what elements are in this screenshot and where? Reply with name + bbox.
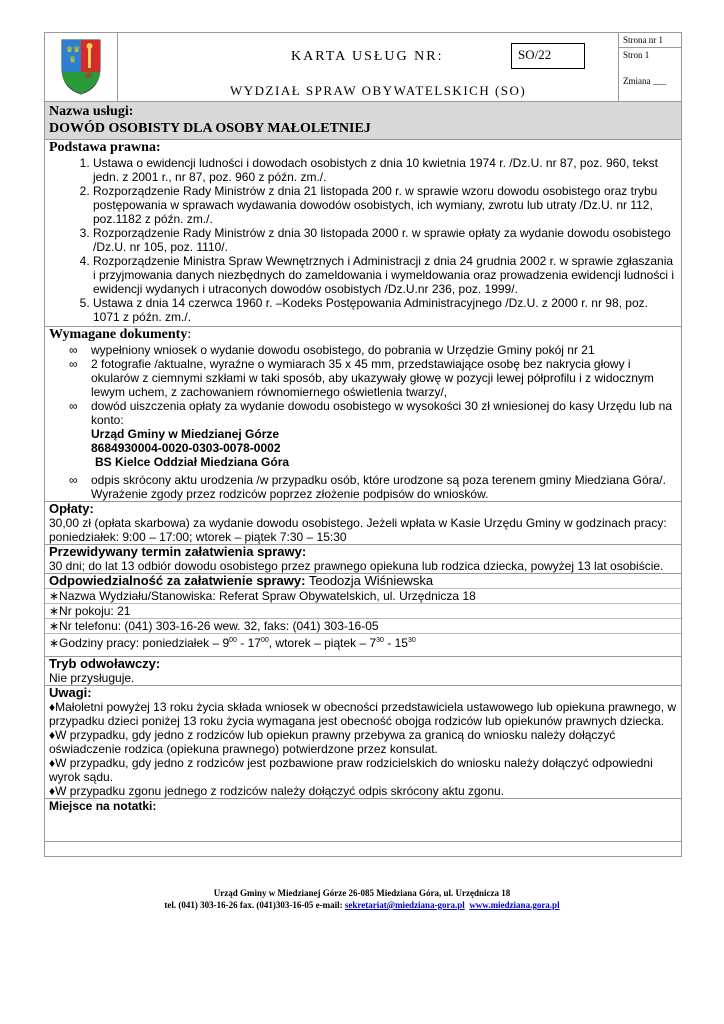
- department-line: ∗Nazwa Wydziału/Stanowiska: Referat Spraw Obywatelskich, ul. Urzędnicza 18: [45, 588, 681, 603]
- fees-text: 30,00 zł (opłata skarbowa) za wydanie dowodu osobistego. Jeżeli wpłata w Kasie Urzędu Gminy w godzinach pracy: poniedziałek: 9:00 – 17:00; wtorek – piątek 7:30 – 15:30: [49, 516, 667, 544]
- service-label: Nazwa usługi:: [49, 104, 134, 119]
- page-number: Strona nr 1: [619, 33, 681, 48]
- account-number: 8684930004-0020-0303-0078-0002: [91, 441, 281, 455]
- document-item-text: 2 fotografie /aktualne, wyraźne o wymiarach 35 x 45 mm, przedstawiające osobę bez nakrycia głowy i okularów z ciemnymi szkłami w taki sposób, aby ukazywały głowę w pozycji lewej półprofilu i z widocznym lewym uchem, z zachowaniem równomiernego oświetlenia twarzy/,: [91, 357, 654, 399]
- document-item-text: wypełniony wniosek o wydanie dowodu osobistego, do pobrania w Urzędzie Gminy pokój nr 21: [91, 343, 595, 357]
- documents-section: [45, 327, 681, 502]
- legal-item: 2. Rozporządzenie Rady Ministrów z dnia 21 listopada 200 r. w sprawie wzoru dowodu osobistego oraz trybu postępowania w sprawach wydawania dowodów osobistych, ich wymiany, zwrotu lub utraty /Dz.U. nr 112, poz.1182 z późn. zm./.: [93, 184, 675, 226]
- document-item: [69, 357, 677, 399]
- appeal-section: [45, 657, 681, 686]
- legal-item: 1. Ustawa o ewidencji ludności i dowodach osobistych z dnia 10 kwietnia 1974 r. /Dz.U. nr 87, poz. 960, tekst jedn. z 2001 r., nr 87, poz. 960 z późn. zm./.: [93, 156, 675, 184]
- fees-heading: Opłaty:: [49, 501, 94, 516]
- notes-section: [45, 686, 681, 799]
- infinity-bullet-icon: ∞: [69, 399, 78, 413]
- note-item: ♦Małoletni powyżej 13 roku życia składa wniosek w obecności przedstawiciela ustawowego lub opiekuna prawnego, w przypadku dzieci poniżej 13 roku życia wymagana jest obecność obojga rodziców lub opiekunów prawnych dziecka.: [49, 700, 677, 728]
- legal-basis-heading: Podstawa prawna:: [49, 140, 161, 155]
- document-item: [69, 473, 677, 501]
- page-count: Stron 1: [623, 50, 650, 60]
- responsibility-heading: Odpowiedzialność za załatwienie sprawy:: [49, 573, 306, 588]
- note-item: ♦W przypadku zgonu jednego z rodziców należy dołączyć odpis skrócony aktu zgonu.: [49, 784, 505, 798]
- document-item-text: odpis skrócony aktu urodzenia /w przypadku osób, które urodzone są poza terenem gminy Miedziana Góra/. Wyrażenie zgody przez rodziców poprzez złożenie podpisów do wniosków.: [91, 473, 666, 501]
- document-item-text: dowód uiszczenia opłaty za wydanie dowodu osobistego w wysokości 30 zł wniesionej do kasy Urzędu lub na konto:: [91, 399, 672, 427]
- memo-heading: Miejsce na notatki:: [49, 799, 157, 813]
- legal-item: 3. Rozporządzenie Rady Ministrów z dnia 30 listopada 2000 r. w sprawie opłaty za wydanie dowodu osobistego /Dz.U. nr 105, poz. 1110/.: [93, 226, 675, 254]
- term-section: [45, 545, 681, 574]
- note-item: ♦W przypadku, gdy jedno z rodziców lub opiekun prawny przebywa za granicą do wniosku należy dołączyć oświadczenie rodzica (opiekuna prawnego) potwierdzone przez konsulat.: [49, 728, 616, 756]
- appeal-heading: Tryb odwoławczy:: [49, 656, 161, 671]
- footer-address: Urząd Gminy w Miedzianej Górze 26-085 Miedziana Góra, ul. Urzędnicza 18: [213, 888, 511, 898]
- card-header: [45, 33, 681, 102]
- account-holder: Urząd Gminy w Miedzianej Górze: [91, 427, 280, 441]
- footer-contact: tel. (041) 303-16-26 fax. (041)303-16-05 e-mail: sekretariat@miedziana-gora.pl www.miedziana.gora.pl: [164, 900, 560, 910]
- documents-heading-colon: :: [187, 327, 192, 342]
- card-title: KARTA USŁUG NR:: [291, 49, 444, 64]
- hours-line: ∗Godziny pracy: poniedziałek – $9^{00} - 17^{00}$, wtorek – piątek – $7^{30} - 15^{30}$: [45, 633, 681, 656]
- card-number: SO/22: [511, 43, 585, 69]
- service-name-section: [45, 102, 681, 140]
- memo-section: [45, 799, 681, 842]
- responsibility-heading-row: [45, 574, 681, 588]
- documents-heading: Wymagane dokumenty: [49, 327, 188, 342]
- page-info: [618, 33, 681, 101]
- email-link[interactable]: sekretariat@miedziana-gora.pl: [344, 900, 465, 910]
- service-name: DOWÓD OSOBISTY DLA OSOBY MAŁOLETNIEJ: [49, 121, 371, 136]
- legal-item: 4. Rozporządzenie Ministra Spraw Wewnętrznych i Administracji z dnia 24 grudnia 2002 r. w sprawie zgłaszania i przyjmowania danych niezbędnych do zameldowania i wymeldowania oraz prowadzenia ewidencji ludności i ewidencji wydanych i utraconych dowodów osobistych /Dz.U.nr 236, poz. 1999/.: [93, 254, 675, 296]
- service-card: [44, 32, 682, 857]
- coat-of-arms-icon: [59, 38, 103, 96]
- document-item: [69, 343, 677, 357]
- term-text: 30 dni; do lat 13 odbiór dowodu osobistego przez prawnego opiekuna lub rodzica dziecka, powyżej 13 lat osobiście.: [49, 559, 664, 573]
- blank-row: [45, 842, 681, 856]
- notes-heading: Uwagi:: [49, 685, 92, 700]
- footer: [0, 887, 724, 911]
- room-line: ∗Nr pokoju: 21: [45, 603, 681, 618]
- infinity-bullet-icon: ∞: [69, 473, 78, 487]
- website-link[interactable]: www.miedziana.gora.pl: [469, 900, 560, 910]
- legal-basis-section: [45, 140, 681, 327]
- appeal-text: Nie przysługuje.: [49, 671, 135, 685]
- bank-name: BS Kielce Oddział Miedziana Góra: [95, 455, 290, 469]
- legal-basis-list: [45, 156, 681, 326]
- legal-item: 5. Ustawa z dnia 14 czerwca 1960 r. –Kodeks Postępowania Administracyjnego /Dz.U. z 2000 r. nr 98, poz. 1071 z późn. zm./.: [93, 296, 675, 324]
- header-titles: [118, 33, 618, 101]
- revision: Zmiana ___: [623, 76, 667, 86]
- phone-line: ∗Nr telefonu: (041) 303-16-26 wew. 32, faks: (041) 303-16-05: [45, 618, 681, 633]
- responsibility-section: [45, 574, 681, 657]
- infinity-bullet-icon: ∞: [69, 357, 78, 371]
- infinity-bullet-icon: ∞: [69, 343, 78, 357]
- fees-section: [45, 502, 681, 545]
- svg-text:♛: ♛: [69, 55, 77, 64]
- documents-list: [45, 343, 681, 501]
- bank-account: [91, 427, 677, 469]
- department-name: WYDZIAŁ SPRAW OBYWATELSKICH (SO): [230, 83, 527, 98]
- document-item: [69, 399, 677, 469]
- term-heading: Przewidywany termin załatwienia sprawy:: [49, 544, 307, 559]
- responsible-person: Teodozja Wiśniewska: [308, 573, 434, 588]
- documents-heading-row: [45, 327, 681, 343]
- note-item: ♦W przypadku, gdy jedno z rodziców jest pozbawione praw rodzicielskich do wniosku należy dołączyć odpowiedni wyrok sądu.: [49, 756, 653, 784]
- logo: [45, 33, 118, 101]
- svg-text:♛♛: ♛♛: [66, 45, 81, 54]
